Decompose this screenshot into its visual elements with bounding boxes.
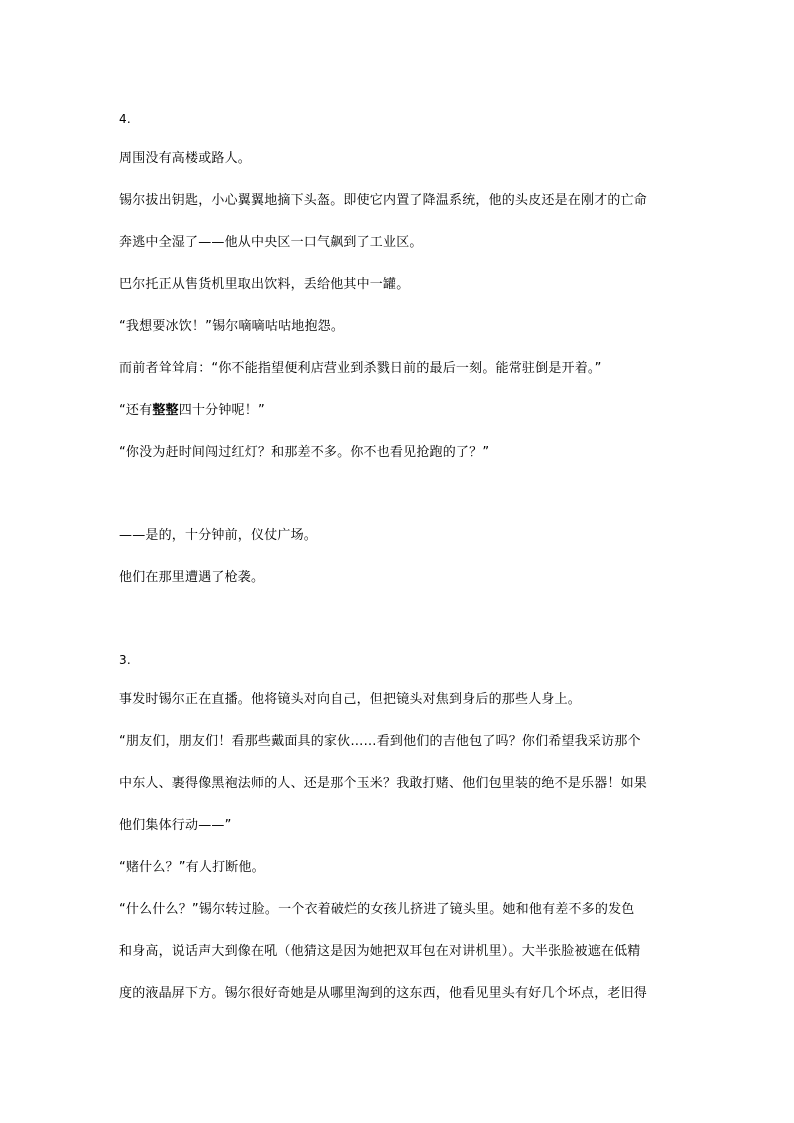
paragraph-line: 他们集体行动——” xyxy=(119,818,232,833)
paragraph-line: “朋友们，朋友们！看那些戴面具的家伙……看到他们的吉他包了吗？你们希望我采访那个 xyxy=(119,734,641,749)
paragraph-line: 事发时锡尔正在直播。他将镜头对向自己，但把镜头对焦到身后的那些人身上。 xyxy=(119,692,582,707)
dialogue-text: 四十分钟呢！” xyxy=(178,403,265,418)
paragraph-line: 他们在那里遭遇了枪袭。 xyxy=(119,570,265,585)
paragraph-line: 巴尔托正从售货机里取出饮料，丢给他其中一罐。 xyxy=(119,277,410,292)
paragraph-line: 奔逃中全湿了——他从中央区一口气飙到了工业区。 xyxy=(119,235,423,250)
paragraph-line-emphasis xyxy=(119,403,679,419)
paragraph-line: 而前者耸耸肩：“你不能指望便利店营业到杀戮日前的最后一刻。能常驻倒是开着。” xyxy=(119,361,602,376)
paragraph-line: “我想要冰饮！”锡尔嘀嘀咕咕地抱怨。 xyxy=(119,319,345,334)
paragraph-line: ——是的，十分钟前，仪仗广场。 xyxy=(119,528,318,543)
section-number-4: 4. xyxy=(119,112,131,126)
paragraph-line: 度的液晶屏下方。锡尔很好奇她是从哪里淘到的这东西，他看见里头有好几个坏点，老旧得 xyxy=(119,986,648,1001)
paragraph-line: “你没为赶时间闯过红灯？和那差不多。你不也看见抢跑的了？” xyxy=(119,445,490,460)
paragraph-line: 和身高，说话声大到像在吼（他猜这是因为她把双耳包在对讲机里）。大半张脸被遮在低精 xyxy=(119,944,641,959)
section-number-3: 3. xyxy=(119,653,131,667)
paragraph-line: 中东人、裹得像黑袍法师的人、还是那个玉米？我敢打赌、他们包里装的绝不是乐器！如果 xyxy=(119,776,648,791)
paragraph-line: “赌什么？”有人打断他。 xyxy=(119,860,265,875)
paragraph-line: “什么什么？”锡尔转过脸。一个衣着破烂的女孩儿挤进了镜头里。她和他有差不多的发色 xyxy=(119,902,635,917)
dialogue-text: “还有 xyxy=(119,403,153,418)
paragraph-line: 锡尔拔出钥匙，小心翼翼地摘下头盔。即使它内置了降温系统，他的头皮还是在刚才的亡命 xyxy=(119,193,648,208)
paragraph-line: 周围没有高楼或路人。 xyxy=(119,151,252,166)
emphasized-word: 整整 xyxy=(152,403,179,418)
